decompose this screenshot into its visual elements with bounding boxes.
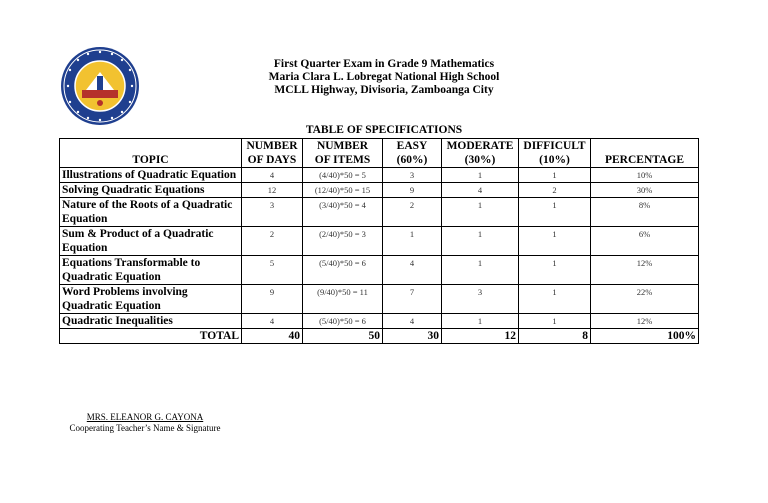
difficult-cell: 1 [519,227,591,256]
total-days: 40 [242,329,303,344]
difficult-cell: 1 [519,168,591,183]
teacher-name: MRS. ELEANOR G. CAYONA [86,412,204,422]
table-header-row [60,139,699,168]
easy-cell: 9 [383,183,442,198]
table-row [60,227,699,256]
signature-caption: Cooperating Teacher’s Name & Signature [69,423,221,433]
col-easy: EASY (60%) [383,139,442,168]
easy-cell: 7 [383,285,442,314]
days-cell: 4 [242,314,303,329]
table-row [60,198,699,227]
percentage-cell: 12% [591,256,699,285]
col-number-of-items: NUMBER OF ITEMS [303,139,383,168]
school-name: Maria Clara L. Lobregat National High School [268,71,500,83]
moderate-cell: 1 [442,256,519,285]
total-row [60,329,699,344]
days-cell: 12 [242,183,303,198]
topic-cell: Quadratic Inequalities [60,314,242,329]
days-cell: 4 [242,168,303,183]
percentage-cell: 10% [591,168,699,183]
easy-cell: 1 [383,227,442,256]
table-title: TABLE OF SPECIFICATIONS [305,124,463,136]
easy-cell: 4 [383,314,442,329]
items-cell: (2/40)*50 = 3 [303,227,383,256]
table-row [60,183,699,198]
moderate-cell: 1 [442,168,519,183]
percentage-cell: 22% [591,285,699,314]
moderate-cell: 1 [442,198,519,227]
col-topic: TOPIC [60,139,242,168]
topic-cell: Illustrations of Quadratic Equation [60,168,242,183]
table-row [60,256,699,285]
difficult-cell: 2 [519,183,591,198]
topic-cell: Word Problems involving Quadratic Equation [60,285,242,314]
items-cell: (5/40)*50 = 6 [303,256,383,285]
topic-cell: Solving Quadratic Equations [60,183,242,198]
topic-cell: Sum & Product of a Quadratic Equation [60,227,242,256]
moderate-cell: 4 [442,183,519,198]
total-label: TOTAL [60,329,242,344]
easy-cell: 2 [383,198,442,227]
topic-cell: Nature of the Roots of a Quadratic Equation [60,198,242,227]
col-percentage: PERCENTAGE [591,139,699,168]
items-cell: (3/40)*50 = 4 [303,198,383,227]
percentage-cell: 12% [591,314,699,329]
days-cell: 3 [242,198,303,227]
items-cell: (5/40)*50 = 6 [303,314,383,329]
table-row [60,285,699,314]
total-moderate: 12 [442,329,519,344]
percentage-cell: 6% [591,227,699,256]
days-cell: 5 [242,256,303,285]
school-address: MCLL Highway, Divisoria, Zamboanga City [274,84,494,96]
items-cell: (12/40)*50 = 15 [303,183,383,198]
total-items: 50 [303,329,383,344]
items-cell: (9/40)*50 = 11 [303,285,383,314]
table-row [60,168,699,183]
signature-block [60,412,230,434]
col-difficult: DIFFICULT (10%) [519,139,591,168]
total-difficult: 8 [519,329,591,344]
moderate-cell: 1 [442,314,519,329]
specifications-table [59,138,699,344]
days-cell: 2 [242,227,303,256]
difficult-cell: 1 [519,198,591,227]
easy-cell: 4 [383,256,442,285]
document-header [200,58,568,97]
easy-cell: 3 [383,168,442,183]
total-percentage: 100% [591,329,699,344]
col-number-of-days: NUMBER OF DAYS [242,139,303,168]
items-cell: (4/40)*50 = 5 [303,168,383,183]
col-moderate: MODERATE (30%) [442,139,519,168]
difficult-cell: 1 [519,314,591,329]
percentage-cell: 30% [591,183,699,198]
percentage-cell: 8% [591,198,699,227]
total-easy: 30 [383,329,442,344]
difficult-cell: 1 [519,256,591,285]
days-cell: 9 [242,285,303,314]
difficult-cell: 1 [519,285,591,314]
topic-cell: Equations Transformable to Quadratic Equation [60,256,242,285]
school-seal-logo [60,46,140,126]
table-row [60,314,699,329]
moderate-cell: 1 [442,227,519,256]
moderate-cell: 3 [442,285,519,314]
exam-title: First Quarter Exam in Grade 9 Mathematics [273,58,495,70]
